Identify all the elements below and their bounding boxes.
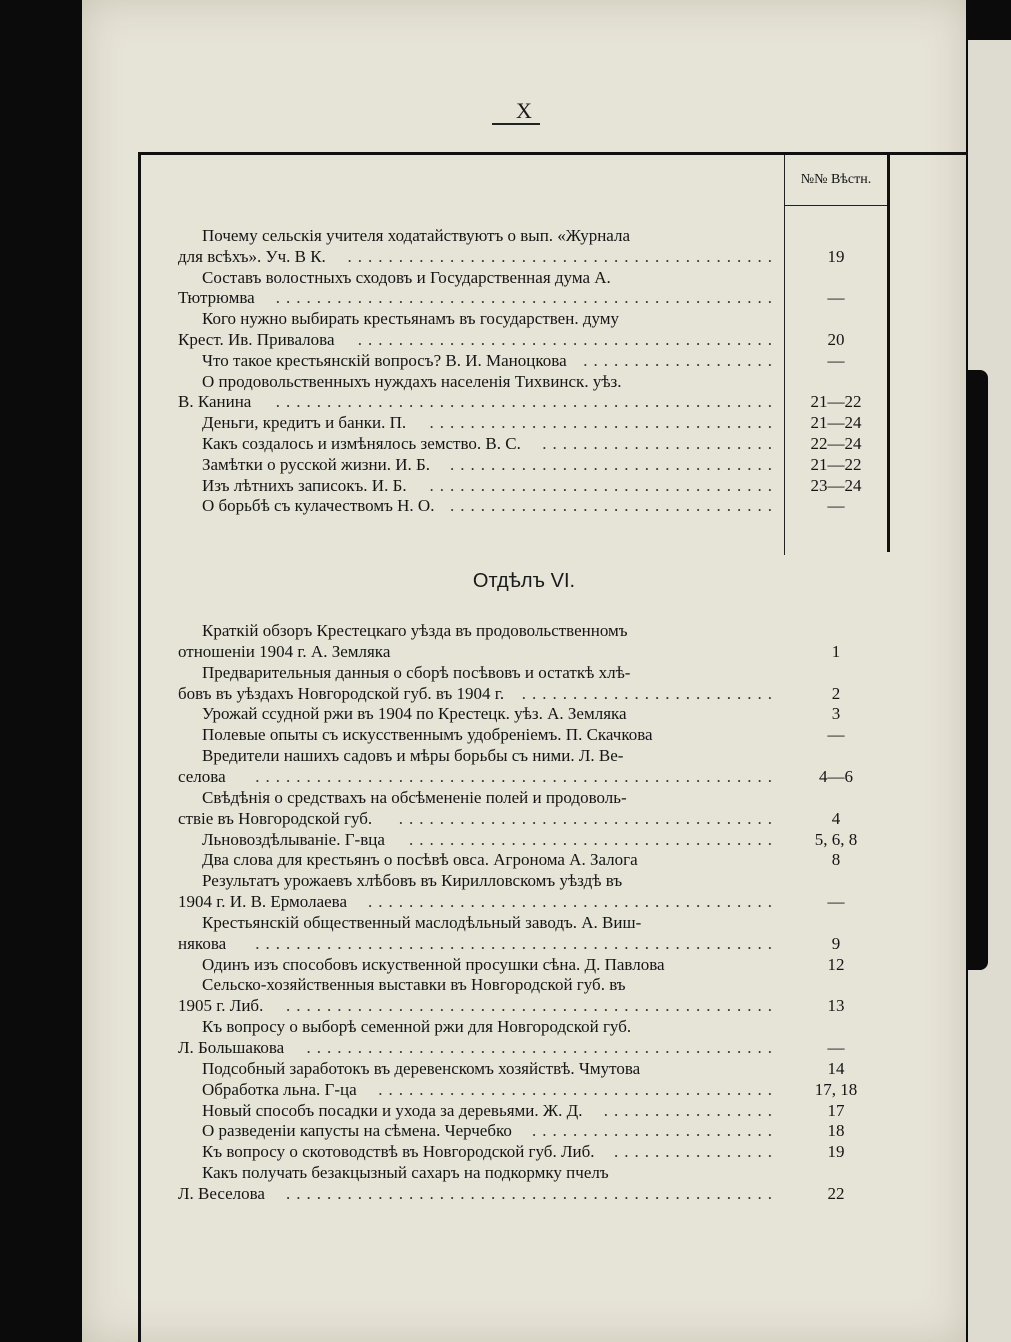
toc-line-text: В. Канина bbox=[178, 392, 252, 412]
dot-leader: .................................. bbox=[429, 413, 778, 433]
toc-line-text: Какъ создалось и измѣнялось земство. В. С. bbox=[202, 434, 521, 453]
issue-number: — bbox=[827, 350, 845, 370]
issue-number: — bbox=[827, 288, 845, 308]
table-left-rule bbox=[138, 152, 141, 1342]
toc-line-text: Составъ волостныхъ сходовъ и Государственная дума А. bbox=[202, 267, 611, 287]
page-number-rule bbox=[492, 123, 540, 125]
dot-leader: ................................................... bbox=[255, 766, 778, 786]
toc-line-text: Крестьянскій общественный маслодѣльный заводъ. А. Виш- bbox=[202, 912, 642, 932]
section-title: Отдѣлъ VI. bbox=[472, 570, 576, 592]
issue-number: 22—24 bbox=[810, 434, 862, 453]
issue-number: 21—22 bbox=[810, 454, 862, 474]
column-header: №№ Вѣстн. bbox=[800, 172, 872, 187]
dot-leader: ................................................ bbox=[286, 1183, 778, 1203]
issue-number: — bbox=[827, 892, 845, 912]
issue-number: 4—6 bbox=[819, 766, 853, 786]
dot-leader: ................................ bbox=[450, 454, 778, 474]
toc-line-text: ствіе въ Новгородской губ. bbox=[178, 808, 373, 828]
toc-line-text: Льновоздѣлываніе. Г-вца bbox=[202, 829, 385, 849]
dot-leader: ................ bbox=[614, 1142, 778, 1162]
toc-line bbox=[178, 1182, 778, 1206]
issue-number: 1 bbox=[831, 641, 841, 661]
page-number: X bbox=[516, 98, 532, 123]
toc-line-text: О продовольственныхъ нуждахъ населенія Тихвинск. уѣз. bbox=[202, 371, 622, 391]
dot-leader: ................... bbox=[583, 350, 778, 370]
dot-leader: ........................ bbox=[532, 1121, 778, 1141]
issue-number: 17 bbox=[827, 1100, 845, 1120]
toc-line-text: бовъ въ уѣздахъ Новгородской губ. въ 1904 г. bbox=[178, 683, 505, 703]
page bbox=[82, 0, 966, 1342]
issue-number: 9 bbox=[831, 933, 841, 953]
toc-line-text: Урожай ссудной ржи въ 1904 по Крестецк. уѣз. А. Земляка bbox=[202, 704, 627, 724]
toc-line-text: Сельско-хозяйственныя выставки въ Новгородской губ. въ bbox=[202, 975, 626, 995]
toc-line-text: Почему сельскія учителя ходатайствуютъ о вып. «Журнала bbox=[202, 226, 631, 245]
toc-line-text: Одинъ изъ способовъ искуственной просушки сѣна. Д. Павлова bbox=[202, 954, 665, 974]
issue-number: 4 bbox=[831, 808, 841, 828]
issue-number: 2 bbox=[831, 683, 841, 703]
toc-line-text: 1905 г. Либ. bbox=[178, 996, 264, 1016]
toc-line-text: Тютрюмва bbox=[178, 288, 255, 308]
issue-number: — bbox=[827, 725, 845, 745]
toc-line-text: Что такое крестьянскій вопросъ? В. И. Маноцкова bbox=[202, 350, 567, 370]
toc-line-text: отношеніи 1904 г. А. Земляка bbox=[178, 641, 391, 661]
issue-number: 21—24 bbox=[810, 413, 862, 433]
toc-line-text: Л. Веселова bbox=[178, 1183, 265, 1203]
toc-line-text: О борьбѣ съ кулачествомъ Н. О. bbox=[202, 496, 435, 516]
toc-line-text: Изъ лѣтнихъ записокъ. И. Б. bbox=[202, 475, 407, 495]
toc-line-text: Новый способъ посадки и ухода за деревьями. Ж. Д. bbox=[202, 1100, 583, 1120]
dot-leader: ................................ bbox=[450, 496, 778, 516]
issue-number: 19 bbox=[827, 1142, 845, 1162]
dot-leader: ................................................. bbox=[275, 288, 778, 308]
toc-line-text: Крест. Ив. Привалова bbox=[178, 330, 335, 349]
page-edge-shadow bbox=[968, 370, 988, 970]
issue-number: 22 bbox=[827, 1183, 845, 1203]
toc-line-text: О разведеніи капусты на сѣмена. Черчебко bbox=[202, 1121, 512, 1141]
toc-line bbox=[178, 494, 778, 518]
issue-number: 13 bbox=[827, 996, 845, 1016]
issue-number: 8 bbox=[831, 850, 841, 870]
dot-leader: .............................................. bbox=[306, 1038, 778, 1057]
toc-line-text: для всѣхъ». Уч. В К. bbox=[178, 246, 326, 266]
issue-number: — bbox=[827, 496, 845, 516]
dot-leader: .......................................... bbox=[347, 246, 778, 266]
issue-number: 14 bbox=[827, 1058, 845, 1078]
toc-line-text: Предварительныя данныя о сборѣ посѣвовъ и остаткѣ хлѣ- bbox=[202, 662, 631, 682]
issue-number: 20 bbox=[827, 330, 845, 349]
toc-line-text: Результатъ урожаевъ хлѣбовъ въ Кирилловскомъ уѣздѣ въ bbox=[202, 871, 623, 891]
column-header-rule bbox=[784, 205, 887, 206]
dot-leader: ......................... bbox=[521, 683, 778, 703]
dot-leader: ................. bbox=[603, 1100, 778, 1120]
toc-line-text: селова bbox=[178, 766, 226, 786]
toc-line-text: Къ вопросу о выборѣ семенной ржи для Новгородской губ. bbox=[202, 1017, 632, 1037]
toc-line-text: Полевые опыты съ искусственнымъ удобреніемъ. П. Скачкова bbox=[202, 725, 653, 745]
dot-leader: ..................................... bbox=[398, 808, 778, 828]
issue-number: 21—22 bbox=[810, 392, 862, 412]
toc-line-text: Л. Большакова bbox=[178, 1038, 285, 1057]
issue-number: 3 bbox=[831, 704, 841, 724]
toc-line-text: Краткій обзоръ Крестецкаго уѣзда въ продовольственномъ bbox=[202, 621, 628, 640]
toc-line-text: Какъ получать безакцызный сахаръ на подкормку пчелъ bbox=[202, 1163, 609, 1183]
issue-number: 12 bbox=[827, 954, 845, 974]
dot-leader: .................................. bbox=[429, 475, 778, 495]
toc-line-text: Замѣтки о русской жизни. И. Б. bbox=[202, 454, 430, 474]
dot-leader: ....................... bbox=[542, 434, 778, 453]
issue-number: 5, 6, 8 bbox=[814, 829, 858, 849]
issue-number: — bbox=[827, 1038, 845, 1057]
toc-line-text: Свѣдѣнія о средствахъ на обсѣмененіе полей и продоволь- bbox=[202, 787, 627, 807]
dot-leader: ................................................ bbox=[286, 996, 778, 1016]
issue-number: 17, 18 bbox=[814, 1079, 858, 1099]
toc-line-text: Деньги, кредитъ и банки. П. bbox=[202, 413, 407, 433]
issue-number: 18 bbox=[827, 1121, 845, 1141]
dot-leader: .................................... bbox=[409, 829, 778, 849]
dot-leader: ........................................ bbox=[368, 892, 778, 912]
table-top-rule bbox=[140, 152, 972, 155]
toc-line-text: Вредители нашихъ садовъ и мѣры борьбы съ ними. Л. Ве- bbox=[202, 746, 624, 766]
toc-line-text: Кого нужно выбирать крестьянамъ въ государствен. думу bbox=[202, 309, 619, 329]
dot-leader: ................................................... bbox=[255, 933, 778, 953]
issue-number: 23—24 bbox=[810, 475, 862, 495]
issue-number: 19 bbox=[827, 246, 845, 266]
toc-line-text: 1904 г. И. В. Ермолаева bbox=[178, 892, 348, 912]
toc-line-text: някова bbox=[178, 933, 227, 953]
dot-leader: ......................................... bbox=[357, 330, 778, 349]
toc-line-text: Два слова для крестьянъ о посѣвѣ овса. Агронома А. Залога bbox=[202, 850, 638, 870]
dot-leader: ....................................... bbox=[378, 1079, 778, 1099]
toc-line-text: Обработка льна. Г-ца bbox=[202, 1079, 357, 1099]
toc-line-text: Подсобный заработокъ въ деревенскомъ хозяйствѣ. Чмутова bbox=[202, 1058, 641, 1078]
toc-line-text: Къ вопросу о скотоводствѣ въ Новгородской губ. Либ. bbox=[202, 1142, 595, 1162]
adjacent-page-edge bbox=[968, 40, 1011, 1342]
dot-leader: ................................................. bbox=[275, 392, 778, 412]
